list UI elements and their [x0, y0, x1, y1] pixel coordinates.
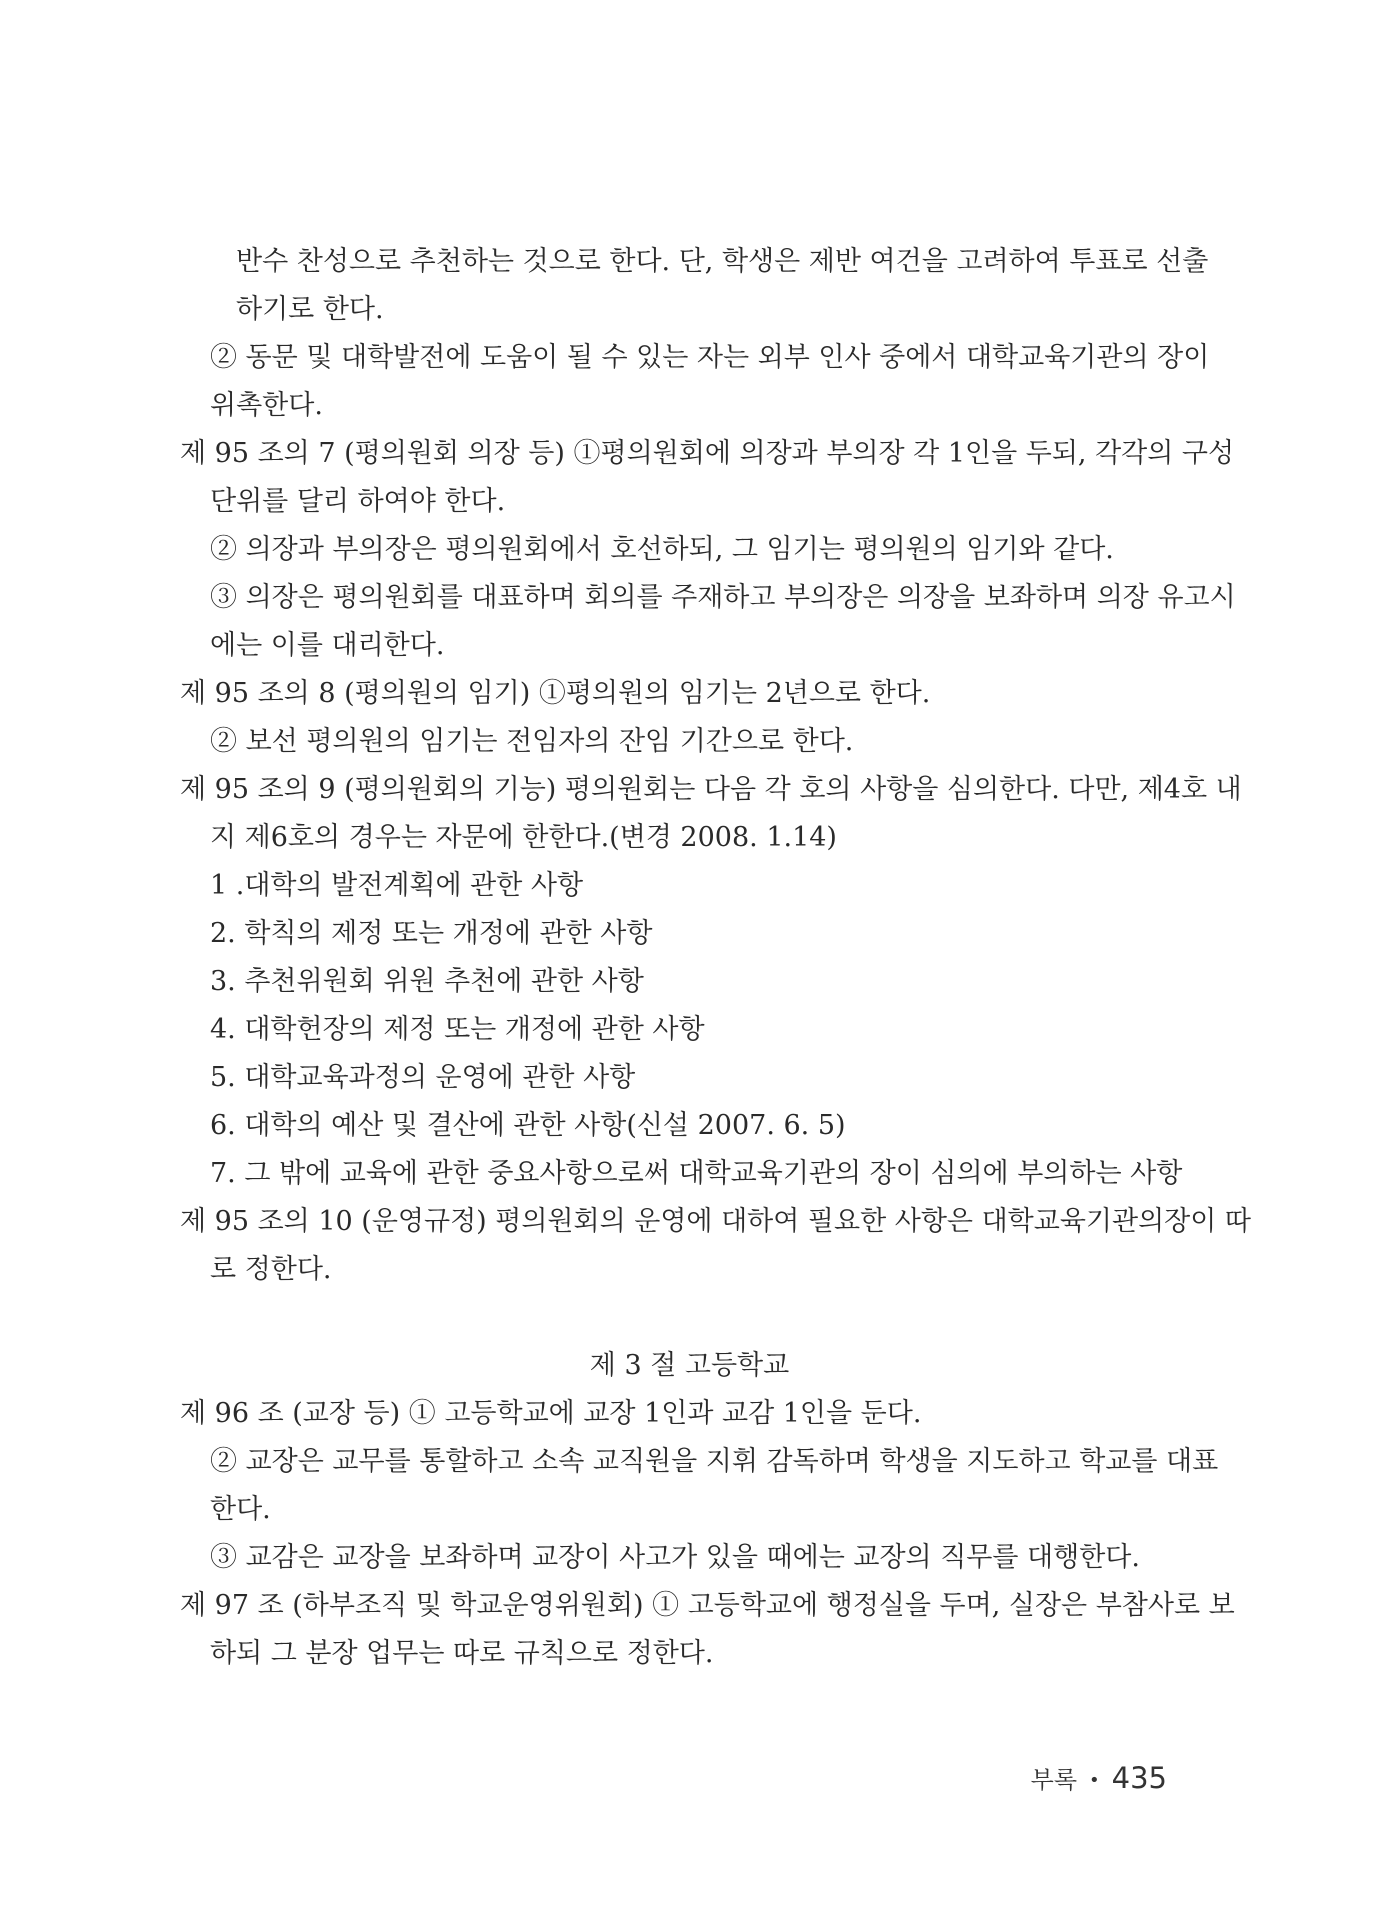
- section-title: 제 3 절 고등학교: [589, 1350, 790, 1381]
- paragraph-line: ② 보선 평의원의 임기는 전임자의 잔임 기간으로 한다.: [210, 726, 854, 757]
- paragraph-line: ② 동문 및 대학발전에 도움이 될 수 있는 자는 외부 인사 중에서 대학교육기관의 장이: [210, 342, 1210, 373]
- page-number: 435: [1111, 1761, 1167, 1795]
- article-line: 제 96 조 (교장 등) ① 고등학교에 교장 1인과 교감 1인을 둔다.: [180, 1398, 922, 1429]
- paragraph-line: ② 교장은 교무를 통할하고 소속 교직원을 지휘 감독하며 학생을 지도하고 학교를 대표: [210, 1446, 1219, 1477]
- paragraph-line: 하기로 한다.: [236, 294, 384, 325]
- paragraph-line: 단위를 달리 하여야 한다.: [210, 486, 506, 517]
- list-item: 4. 대학헌장의 제정 또는 개정에 관한 사항: [210, 1014, 705, 1045]
- footer-separator: •: [1089, 1770, 1100, 1791]
- paragraph-line: 에는 이를 대리한다.: [210, 630, 445, 661]
- list-item: 1 .대학의 발전계획에 관한 사항: [210, 870, 584, 901]
- article-line: 제 95 조의 7 (평의원회 의장 등) ①평의원회에 의장과 부의장 각 1인을 두되, 각각의 구성: [180, 438, 1235, 469]
- article-line: 제 95 조의 8 (평의원의 임기) ①평의원의 임기는 2년으로 한다.: [180, 678, 931, 709]
- list-item: 7. 그 밖에 교육에 관한 중요사항으로써 대학교육기관의 장이 심의에 부의하는 사항: [210, 1158, 1183, 1189]
- list-item: 5. 대학교육과정의 운영에 관한 사항: [210, 1062, 636, 1093]
- list-item: 3. 추천위원회 위원 추천에 관한 사항: [210, 966, 644, 997]
- paragraph-line: ② 의장과 부의장은 평의원회에서 호선하되, 그 임기는 평의원의 임기와 같다.: [210, 534, 1114, 565]
- paragraph-line: 반수 찬성으로 추천하는 것으로 한다. 단, 학생은 제반 여건을 고려하여 투표로 선출: [236, 246, 1209, 277]
- article-line: 제 95 조의 10 (운영규정) 평의원회의 운영에 대하여 필요한 사항은 대학교육기관의장이 따: [180, 1206, 1251, 1237]
- paragraph-line: 지 제6호의 경우는 자문에 한한다.(변경 2008. 1.14): [210, 822, 837, 853]
- paragraph-line: 하되 그 분장 업무는 따로 규칙으로 정한다.: [210, 1638, 714, 1669]
- page-footer: [1031, 1758, 1167, 1798]
- paragraph-line: 위촉한다.: [210, 390, 323, 421]
- article-line: 제 95 조의 9 (평의원회의 기능) 평의원회는 다음 각 호의 사항을 심의한다. 다만, 제4호 내: [180, 774, 1242, 805]
- article-line: 제 97 조 (하부조직 및 학교운영위원회) ① 고등학교에 행정실을 두며, 실장은 부참사로 보: [180, 1590, 1235, 1621]
- list-item: 6. 대학의 예산 및 결산에 관한 사항(신설 2007. 6. 5): [210, 1110, 846, 1141]
- list-item: 2. 학칙의 제정 또는 개정에 관한 사항: [210, 918, 653, 949]
- paragraph-line: 로 정한다.: [210, 1254, 332, 1285]
- paragraph-line: ③ 교감은 교장을 보좌하며 교장이 사고가 있을 때에는 교장의 직무를 대행한다.: [210, 1542, 1140, 1573]
- paragraph-line: ③ 의장은 평의원회를 대표하며 회의를 주재하고 부의장은 의장을 보좌하며 의장 유고시: [210, 582, 1236, 613]
- paragraph-line: 한다.: [210, 1494, 271, 1525]
- footer-label: 부록: [1030, 1766, 1078, 1794]
